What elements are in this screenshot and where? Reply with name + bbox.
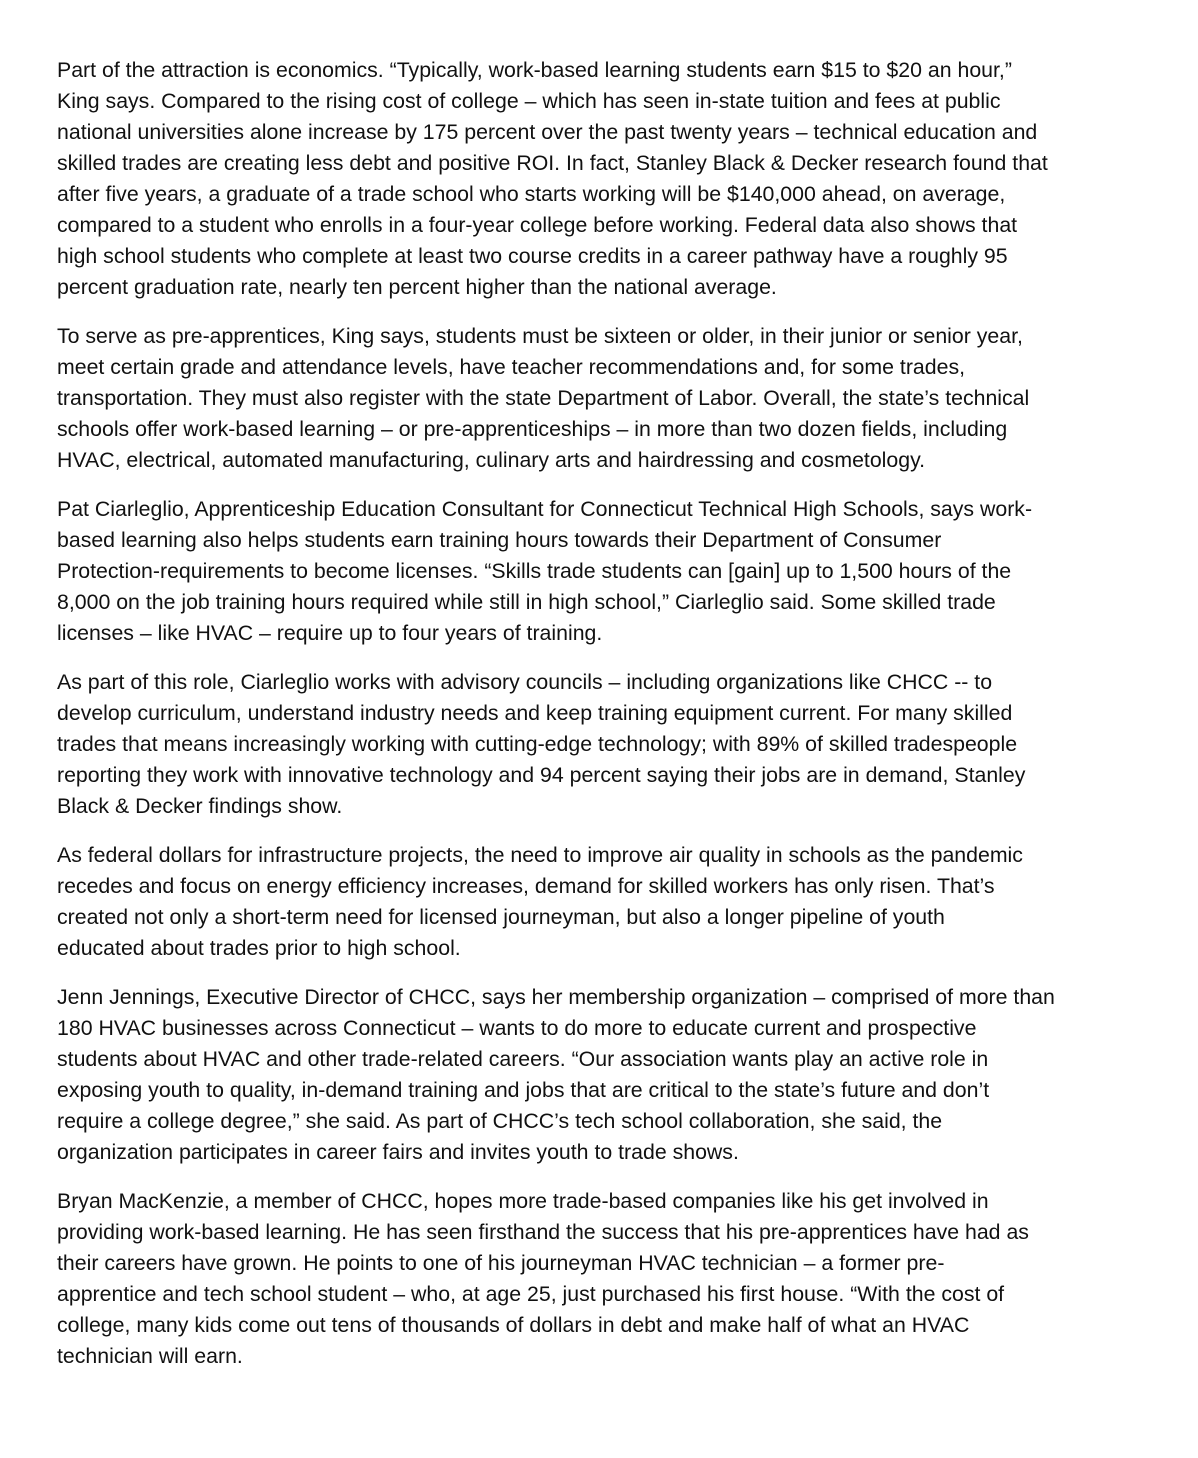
text-line: Part of the attraction is economics. “Typically, work-based learning students earn $15 to $20 an hour,” bbox=[57, 58, 1012, 82]
text-line: educated about trades prior to high school. bbox=[57, 936, 461, 960]
text-line: providing work-based learning. He has seen firsthand the success that his pre-apprentices have had as bbox=[57, 1220, 1029, 1244]
text-line: To serve as pre-apprentices, King says, students must be sixteen or older, in their junior or senior year, bbox=[57, 324, 1023, 348]
paragraph-advisory-councils bbox=[57, 667, 1122, 822]
text-line: transportation. They must also register with the state Department of Labor. Overall, the state’s technical bbox=[57, 386, 1030, 410]
text-line: Bryan MacKenzie, a member of CHCC, hopes more trade-based companies like his get involved in bbox=[57, 1189, 989, 1213]
paragraph-pre-apprentice-requirements bbox=[57, 321, 1122, 476]
text-line: King says. Compared to the rising cost of college – which has seen in-state tuition and fees at public bbox=[57, 89, 1001, 113]
text-line: exposing youth to quality, in-demand training and jobs that are critical to the state’s future and don’t bbox=[57, 1078, 990, 1102]
text-line: schools offer work-based learning – or pre-apprenticeships – in more than two dozen fields, including bbox=[57, 417, 1008, 441]
text-line: after five years, a graduate of a trade school who starts working will be $140,000 ahead, on average, bbox=[57, 182, 1006, 206]
text-line: As federal dollars for infrastructure projects, the need to improve air quality in schools as the pandemic bbox=[57, 843, 1023, 867]
text-line: technician will earn. bbox=[57, 1344, 243, 1368]
text-line: Jenn Jennings, Executive Director of CHCC, says her membership organization – comprised of more than bbox=[57, 985, 1055, 1009]
text-line: organization participates in career fairs and invites youth to trade shows. bbox=[57, 1140, 739, 1164]
text-line: HVAC, electrical, automated manufacturing, culinary arts and hairdressing and cosmetology. bbox=[57, 448, 926, 472]
text-line: reporting they work with innovative technology and 94 percent saying their jobs are in demand, Stanley bbox=[57, 763, 1026, 787]
text-line: require a college degree,” she said. As part of CHCC’s tech school collaboration, she said, the bbox=[57, 1109, 943, 1133]
paragraph-economics bbox=[57, 55, 1122, 303]
text-line: Pat Ciarleglio, Apprenticeship Education Consultant for Connecticut Technical High Schools, says work- bbox=[57, 497, 1033, 521]
text-line: national universities alone increase by 175 percent over the past twenty years – technical education and bbox=[57, 120, 1038, 144]
text-line: their careers have grown. He points to one of his journeyman HVAC technician – a former pre- bbox=[57, 1251, 945, 1275]
text-line: meet certain grade and attendance levels, have teacher recommendations and, for some trades, bbox=[57, 355, 966, 379]
paragraph-jenn-jennings bbox=[57, 982, 1122, 1168]
text-line: recedes and focus on energy efficiency increases, demand for skilled workers has only risen. That’s bbox=[57, 874, 995, 898]
paragraph-federal-dollars bbox=[57, 840, 1122, 964]
text-line: licenses – like HVAC – require up to four years of training. bbox=[57, 621, 603, 645]
text-line: 8,000 on the job training hours required while still in high school,” Ciarleglio said. Some skilled trade bbox=[57, 590, 996, 614]
paragraph-bryan-mackenzie bbox=[57, 1186, 1122, 1372]
text-line: college, many kids come out tens of thousands of dollars in debt and make half of what an HVAC bbox=[57, 1313, 970, 1337]
text-line: high school students who complete at least two course credits in a career pathway have a roughly 95 bbox=[57, 244, 1008, 268]
text-line: Protection-requirements to become licenses. “Skills trade students can [gain] up to 1,500 hours of the bbox=[57, 559, 1012, 583]
text-line: develop curriculum, understand industry needs and keep training equipment current. For many skilled bbox=[57, 701, 1013, 725]
text-line: skilled trades are creating less debt and positive ROI. In fact, Stanley Black & Decker research found that bbox=[57, 151, 1048, 175]
text-line: As part of this role, Ciarleglio works with advisory councils – including organizations like CHCC -- to bbox=[57, 670, 993, 694]
text-line: trades that means increasingly working with cutting-edge technology; with 89% of skilled tradespeople bbox=[57, 732, 1018, 756]
document-page bbox=[57, 55, 1122, 1390]
text-line: 180 HVAC businesses across Connecticut – wants to do more to educate current and prospective bbox=[57, 1016, 977, 1040]
text-line: created not only a short-term need for licensed journeyman, but also a longer pipeline of youth bbox=[57, 905, 945, 929]
text-line: based learning also helps students earn training hours towards their Department of Consumer bbox=[57, 528, 942, 552]
text-line: Black & Decker findings show. bbox=[57, 794, 343, 818]
paragraph-ciarleglio-training-hours bbox=[57, 494, 1122, 649]
text-line: percent graduation rate, nearly ten percent higher than the national average. bbox=[57, 275, 777, 299]
text-line: apprentice and tech school student – who, at age 25, just purchased his first house. “With the cost of bbox=[57, 1282, 1005, 1306]
text-line: students about HVAC and other trade-related careers. “Our association wants play an active role in bbox=[57, 1047, 989, 1071]
text-line: compared to a student who enrolls in a four-year college before working. Federal data also shows that bbox=[57, 213, 1018, 237]
